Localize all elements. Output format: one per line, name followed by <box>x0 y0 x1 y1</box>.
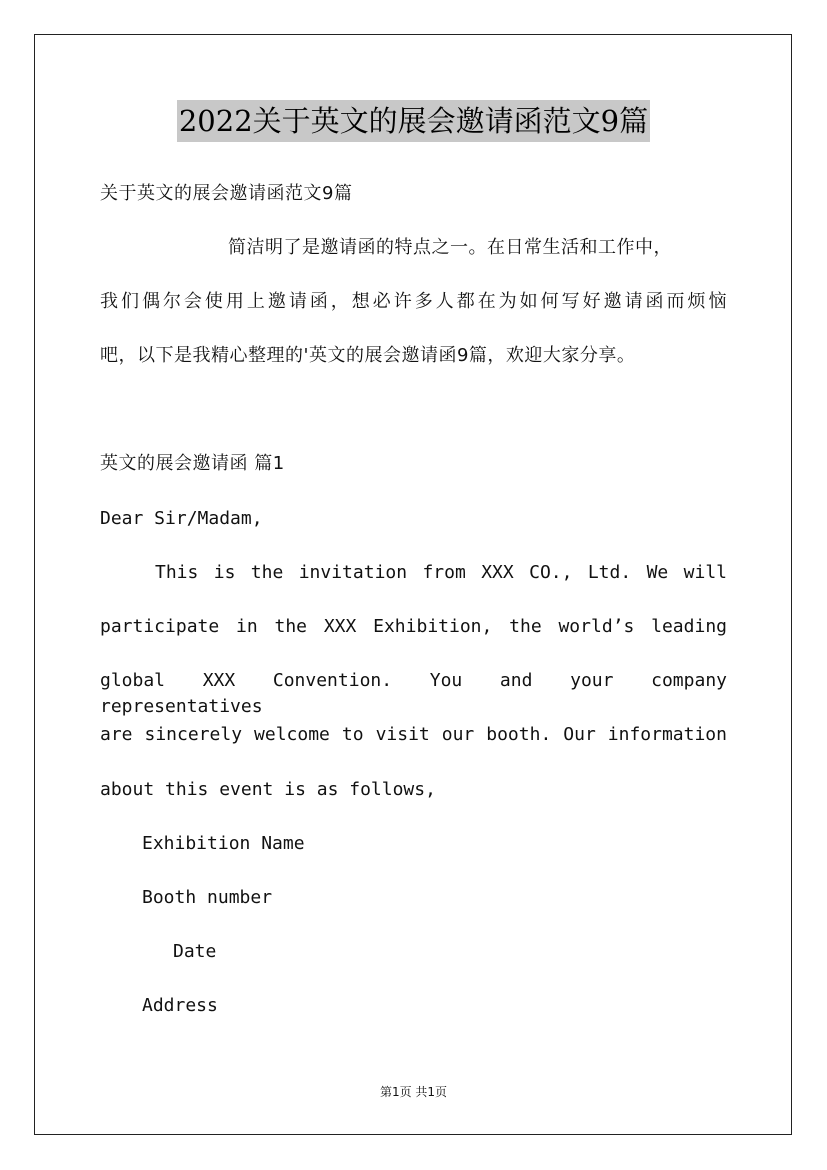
document-title: 2022关于英文的展会邀请函范文9篇 <box>177 100 650 142</box>
info-item-address: Address <box>142 995 218 1016</box>
info-item-exhibition-name: Exhibition Name <box>142 833 305 854</box>
title-container <box>0 100 827 142</box>
body-line-1: This is the invitation from XXX CO., Ltd. We will <box>155 562 727 583</box>
salutation: Dear Sir/Madam, <box>100 508 263 529</box>
page-footer: 第1页 共1页 <box>379 1085 448 1099</box>
body-line-3: global XXX Convention. You and your company representatives <box>100 670 727 717</box>
body-line-2: participate in the XXX Exhibition, the world’s leading <box>100 616 727 637</box>
section-heading: 英文的展会邀请函 篇1 <box>100 453 285 474</box>
body-line-4: are sincerely welcome to visit our booth. Our information <box>100 724 727 745</box>
body-line-5: about this event is as follows, <box>100 779 436 800</box>
document-subtitle: 关于英文的展会邀请函范文9篇 <box>100 183 353 204</box>
intro-line-2: 我们偶尔会使用上邀请函，想必许多人都在为如何写好邀请函而烦恼 <box>100 291 727 312</box>
intro-line-1: 简洁明了是邀请函的特点之一。在日常生活和工作中， <box>228 237 672 258</box>
intro-line-3: 吧，以下是我精心整理的'英文的展会邀请函9篇，欢迎大家分享。 <box>100 345 636 366</box>
info-item-date: Date <box>173 941 217 962</box>
info-item-booth-number: Booth number <box>142 887 273 908</box>
